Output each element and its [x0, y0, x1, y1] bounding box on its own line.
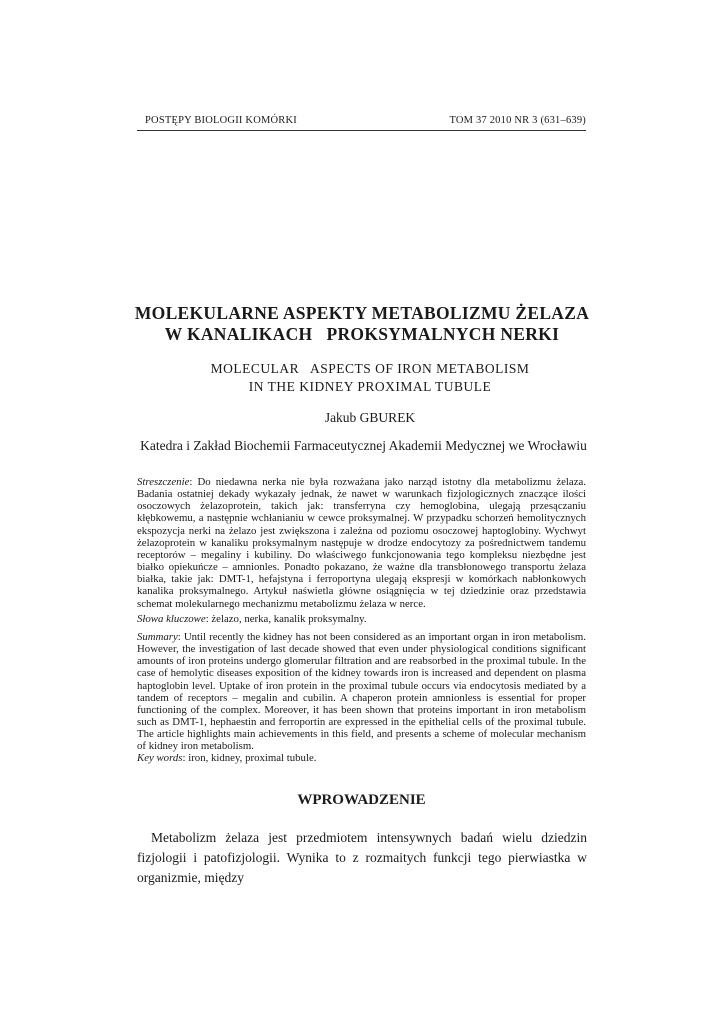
keywords-english-label: Key words	[137, 752, 183, 764]
keywords-polish	[137, 613, 586, 625]
running-header	[137, 114, 586, 131]
subtitle-line-1: MOLECULAR ASPECTS OF IRON METABOLISM	[210, 361, 530, 376]
article-title	[100, 303, 624, 345]
abstract-polish-text: : Do niedawna nerka nie była rozważana jako narząd istotny dla metabolizmu żelaza. Badania ostatniej dekady wykazały jednak, że nawet w warunkach fizjologicznych znaczące ilości osoczowych żelazoprotein, takich jak: transferryna czy hemoglobina, ulegają przesączaniu kłębkowemu, a następnie wchłanianiu w cewce proksymalnej. W przypadku schorzeń hemolitycznych ekspozycja nerki na żelazo jest zwiększona i zależna od poziomu osoczowej haptoglobiny. Wychwyt żelazoprotein w kanaliku proksymalnym następuje w drodze endocytozy za pośrednictwem tandemu receptorów – megaliny i kubiliny. Do właściwego funkcjonowania tego kompleksu niezbędne jest białko opiekuńcze – amnionles. Ponadto pokazano, że ważne dla transbłonowego transportu żelaza białka, takie jak: DMT-1, hefajstyna i ferroportyna ulegają ekspresji w komórkach nabłonkowych kanalika proksymalnego. Artykuł naświetla główne osiągnięcia w tej dziedzinie oraz przedstawia schemat molekularnego mechanizmu metabolizmu żelaza w nerce.	[137, 476, 586, 610]
abstract-english-text: : Until recently the kidney has not been considered as an important organ in iron metabolism. However, the investigation of last decade showed that even under physiological conditions significant amounts of iron proteins undergo glomerular filtration and are reabsorbed in the proximal tubule. In the case of hemolytic diseases exposition of the kidney towards iron is increased and dependent on plasma haptoglobin level. Uptake of iron protein in the proximal tubule occurs via endocytosis mediated by a tandem of receptors – megalin and cubilin. A chaperon protein amnionless is essential for proper functioning of the complex. Moreover, it has been shown that proteins important in iron metabolism such as DMT-1, hephaestin and ferroportin are expressed in the epithelial cells of the proximal tubule. The article highlights main achievements in this field, and presents a scheme of molecular mechanism of kidney iron metabolism.	[137, 631, 586, 753]
journal-name: POSTĘPY BIOLOGII KOMÓRKI	[145, 115, 297, 126]
title-line-2: W KANALIKACH PROKSYMALNYCH NERKI	[164, 324, 560, 344]
abstract-english-label: Summary	[137, 631, 178, 643]
keywords-english	[137, 752, 586, 764]
author: Jakub GBUREK	[324, 410, 416, 425]
abstract-polish-label: Streszczenie	[137, 476, 190, 488]
subtitle-line-2: IN THE KIDNEY PROXIMAL TUBULE	[248, 379, 492, 394]
abstract-polish	[137, 476, 586, 610]
abstract-english	[137, 631, 586, 753]
section-heading: WPROWADZENIE	[297, 792, 426, 808]
issue-info: TOM 37 2010 NR 3 (631–639)	[449, 115, 586, 126]
english-title	[100, 360, 640, 396]
keywords-polish-label: Słowa kluczowe	[137, 613, 206, 625]
intro-paragraph: Metabolizm żelaza jest przedmiotem intensywnych badań wielu dziedzin fizjologii i patofizjologii. Wynika to z rozmaitych funkcji tego pierwiastka w organizmie, między	[137, 830, 587, 885]
affiliation: Katedra i Zakład Biochemii Farmaceutycznej Akademii Medycznej we Wrocławiu	[140, 438, 587, 453]
keywords-english-text: : iron, kidney, proximal tubule.	[182, 752, 317, 764]
keywords-polish-text: : żelazo, nerka, kanalik proksymalny.	[205, 613, 367, 625]
title-line-1: MOLEKULARNE ASPEKTY METABOLIZMU ŻELAZA	[134, 303, 590, 323]
